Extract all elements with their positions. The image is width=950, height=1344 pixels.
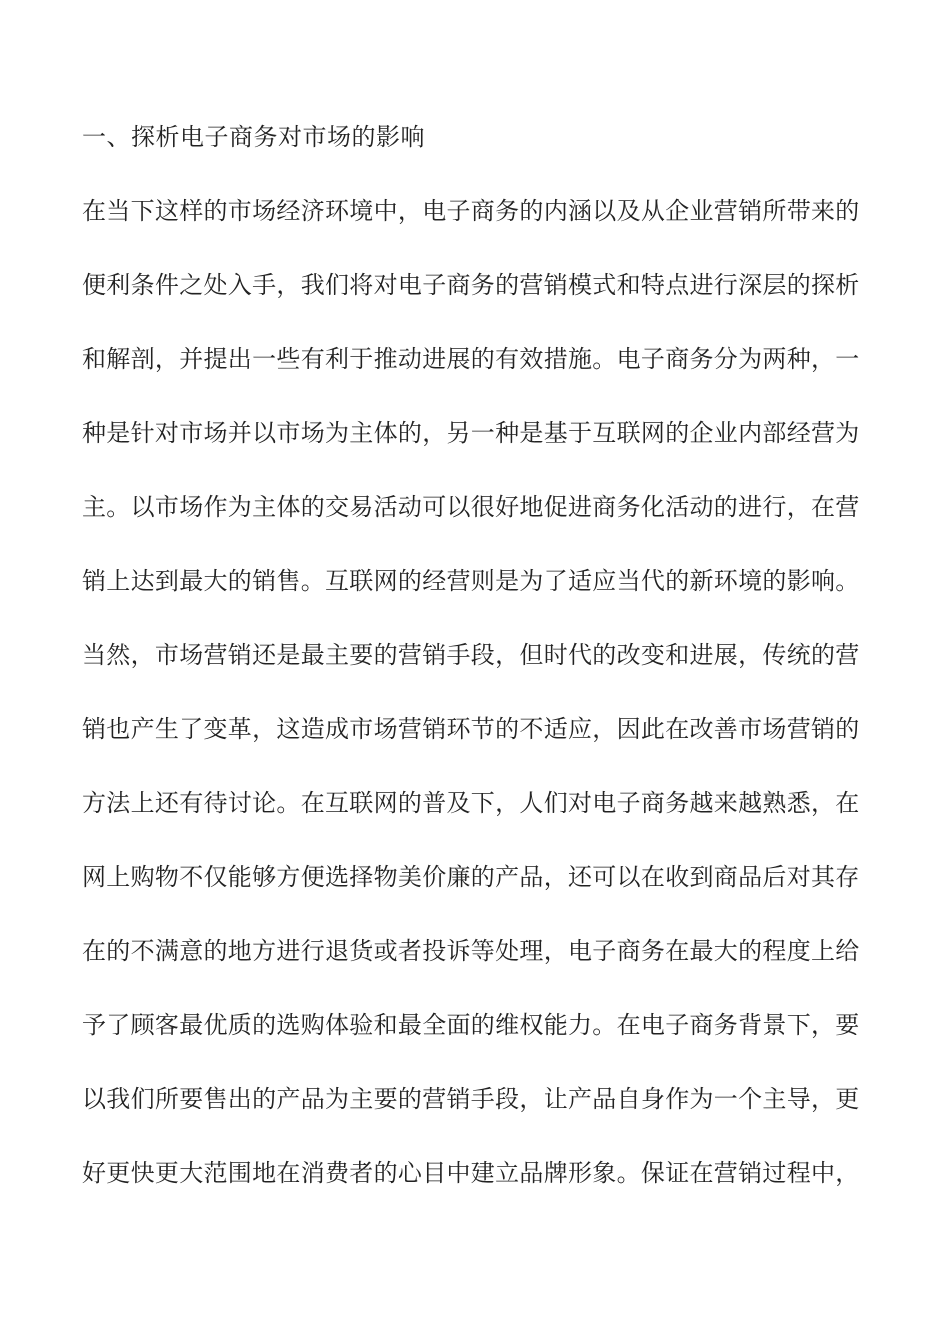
text-line: 和解剖，并提出一些有利于推动进展的有效措施。电子商务分为两种，一: [82, 345, 860, 373]
section-heading: 一、探析电子商务对市场的影响: [82, 123, 425, 151]
text-line: 方法上还有待讨论。在互联网的普及下，人们对电子商务越来越熟悉，在: [82, 789, 860, 817]
text-line: 以我们所要售出的产品为主要的营销手段，让产品自身作为一个主导，更: [82, 1085, 860, 1113]
text-line: 种是针对市场并以市场为主体的，另一种是基于互联网的企业内部经营为: [82, 419, 860, 447]
text-line: 销也产生了变革，这造成市场营销环节的不适应，因此在改善市场营销的: [82, 715, 860, 743]
text-line: 主。以市场作为主体的交易活动可以很好地促进商务化活动的进行，在营: [82, 493, 860, 521]
text-line: 好更快更大范围地在消费者的心目中建立品牌形象。保证在营销过程中，: [82, 1159, 860, 1187]
text-line: 便利条件之处入手，我们将对电子商务的营销模式和特点进行深层的探析: [82, 271, 860, 299]
text-line: 当然，市场营销还是最主要的营销手段，但时代的改变和进展，传统的营: [82, 641, 860, 669]
text-line: 予了顾客最优质的选购体验和最全面的维权能力。在电子商务背景下，要: [82, 1011, 860, 1039]
text-line: 销上达到最大的销售。互联网的经营则是为了适应当代的新环境的影响。: [82, 567, 860, 595]
text-line: 在当下这样的市场经济环境中，电子商务的内涵以及从企业营销所带来的: [82, 197, 860, 225]
text-line: 网上购物不仅能够方便选择物美价廉的产品，还可以在收到商品后对其存: [82, 863, 860, 891]
text-line: 在的不满意的地方进行退货或者投诉等处理，电子商务在最大的程度上给: [82, 937, 860, 965]
